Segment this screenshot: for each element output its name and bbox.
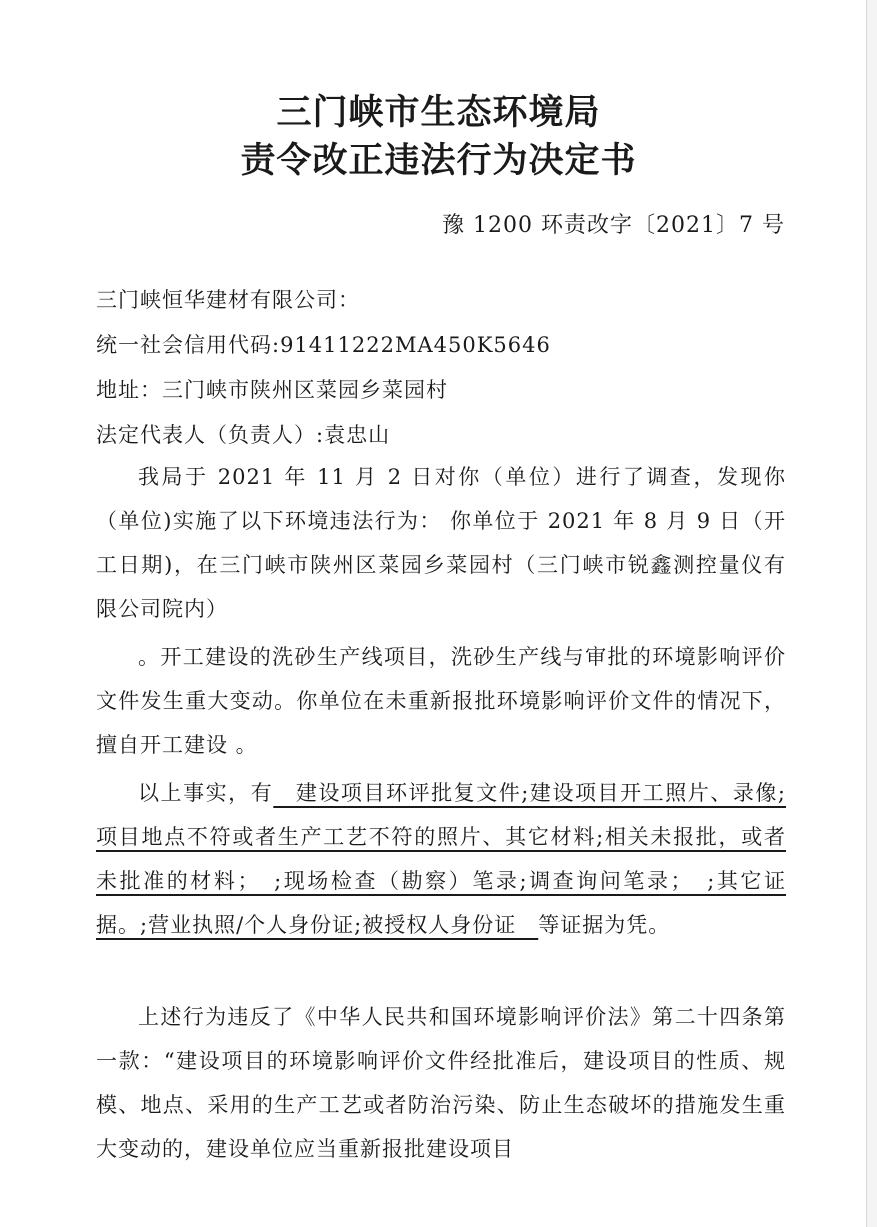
document-title-agency: 三门峡市生态环境局 bbox=[276, 93, 601, 133]
document-number: 豫 1200 环责改字〔2021〕7 号 bbox=[442, 213, 785, 238]
legal-basis-paragraph: 上述行为违反了《中华人民共和国环境影响评价法》第二十四条第一款：“建设项目的环境影响评价文件经批准后，建设项目的性质、规模、地点、采用的生产工艺或者防治污染、防止生态破坏的措施发生重大变动的，建设单位应当重新报批建设项目 bbox=[96, 1005, 786, 1161]
evidence-list: 建设项目环评批复文件;建设项目开工照片、录像;项目地点不符或者生产工艺不符的照片、其它材料;相关未报批，或者未批准的材料； ;现场检查（勘察）笔录;调查询问笔录； ;其它证据。;营业执照/个人身份证;被授权人身份证 bbox=[96, 781, 786, 937]
violation-paragraph: 。开工建设的洗砂生产线项目，洗砂生产线与审批的环境影响评价文件发生重大变动。你单位在未重新报批环境影响评价文件的情况下，擅自开工建设 。 bbox=[96, 645, 786, 757]
recipient-address: 地址：三门峡市陕州区菜园乡菜园村 bbox=[96, 378, 448, 402]
evidence-suffix: 等证据为凭。 bbox=[538, 913, 671, 937]
evidence-paragraph bbox=[96, 771, 786, 947]
legal-representative: 法定代表人（负责人）:袁忠山 bbox=[96, 423, 391, 447]
document-title-type: 责令改正违法行为决定书 bbox=[240, 141, 637, 181]
recipient-company: 三门峡恒华建材有限公司： bbox=[96, 288, 360, 312]
credit-code: 统一社会信用代码:91411222MA450K5646 bbox=[96, 333, 551, 357]
viewer-gutter bbox=[867, 0, 877, 1227]
investigation-paragraph: 我局于 2021 年 11 月 2 日对你（单位）进行了调查，发现你（单位)实施了以下环境违法行为： 你单位于 2021 年 8 月 9 日（开工日期)，在三门峡市陕州区菜园乡菜园村（三门峡市锐鑫测控量仪有限公司院内） bbox=[96, 465, 786, 621]
evidence-prefix: 以上事实，有 bbox=[138, 781, 274, 805]
